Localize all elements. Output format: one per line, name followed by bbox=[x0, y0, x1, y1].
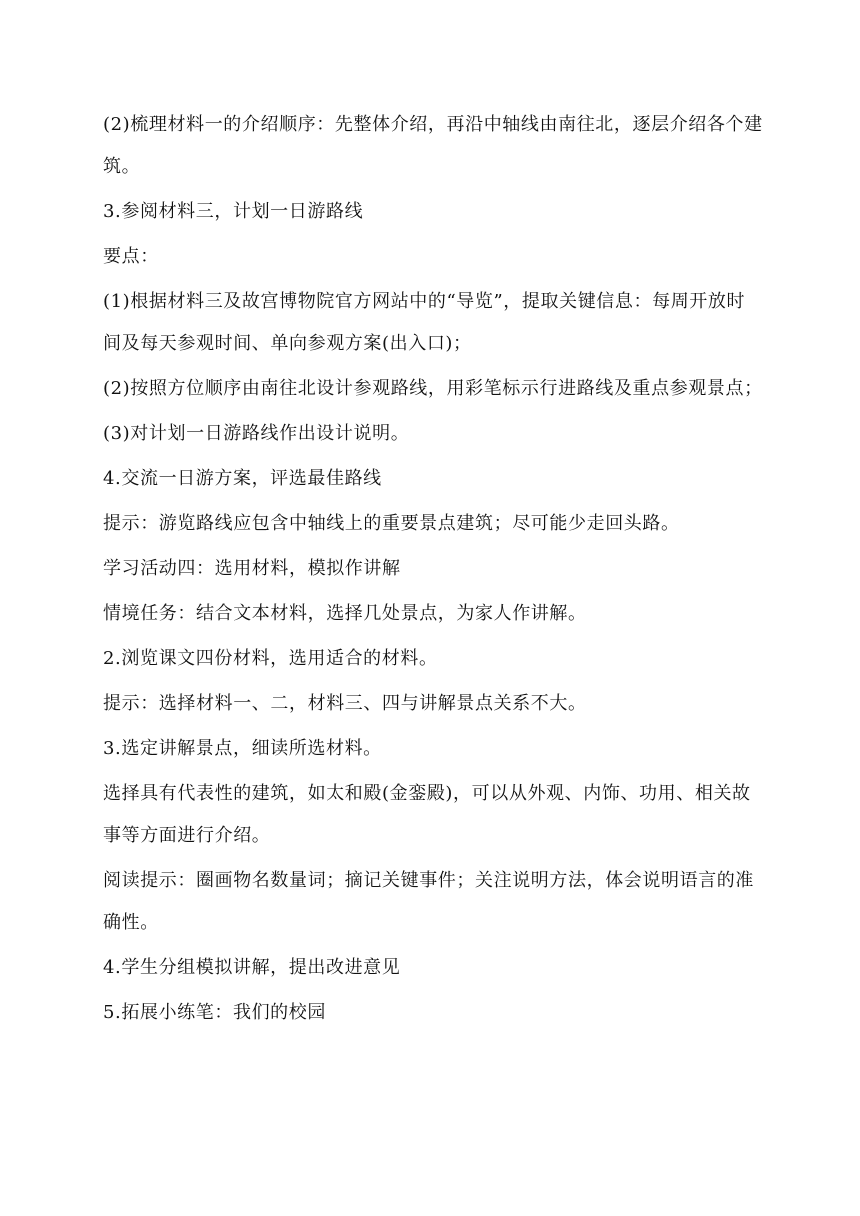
paragraph-step-4-group-practice: 4.学生分组模拟讲解，提出改进意见 bbox=[103, 957, 401, 978]
paragraph-reading-tip: 阅读提示：圈画物名数量词；摘记关键事件；关注说明方法，体会说明语言的准确性。 bbox=[103, 870, 754, 933]
paragraph-key-points-label: 要点： bbox=[103, 246, 159, 267]
paragraph-activity-four-heading: 学习活动四：选用材料，模拟作讲解 bbox=[103, 558, 401, 579]
paragraph-step-3-route-plan: 3.参阅材料三，计划一日游路线 bbox=[103, 201, 364, 222]
paragraph-point-1-guide-info: (1)根据材料三及故宫博物院官方网站中的“导览”，提取关键信息：每周开放时间及每天参观时间、单向参观方案(出入口)； bbox=[103, 291, 746, 354]
paragraph-material-choice-tip: 提示：选择材料一、二，材料三、四与讲解景点关系不大。 bbox=[103, 693, 587, 714]
paragraph-material-one-order: (2)梳理材料一的介绍顺序：先整体介绍，再沿中轴线由南往北，逐层介绍各个建筑。 bbox=[103, 114, 763, 177]
paragraph-representative-building: 选择具有代表性的建筑，如太和殿(金銮殿)，可以从外观、内饰、功用、相关故事等方面进行介绍。 bbox=[103, 783, 751, 846]
document-page bbox=[103, 104, 763, 1034]
paragraph-point-3-design-notes: (3)对计划一日游路线作出设计说明。 bbox=[103, 423, 410, 444]
paragraph-route-tip: 提示：游览路线应包含中轴线上的重要景点建筑；尽可能少走回头路。 bbox=[103, 513, 680, 534]
paragraph-point-2-route-design: (2)按照方位顺序由南往北设计参观路线，用彩笔标示行进路线及重点参观景点； bbox=[103, 378, 763, 399]
paragraph-step-3-choose-spots: 3.选定讲解景点，细读所选材料。 bbox=[103, 738, 382, 759]
paragraph-step-2-browse-materials: 2.浏览课文四份材料，选用适合的材料。 bbox=[103, 648, 438, 669]
paragraph-step-5-writing-practice: 5.拓展小练笔：我们的校园 bbox=[103, 1002, 326, 1023]
paragraph-step-4-exchange-plans: 4.交流一日游方案，评选最佳路线 bbox=[103, 468, 382, 489]
paragraph-situation-task: 情境任务：结合文本材料，选择几处景点，为家人作讲解。 bbox=[103, 603, 587, 624]
